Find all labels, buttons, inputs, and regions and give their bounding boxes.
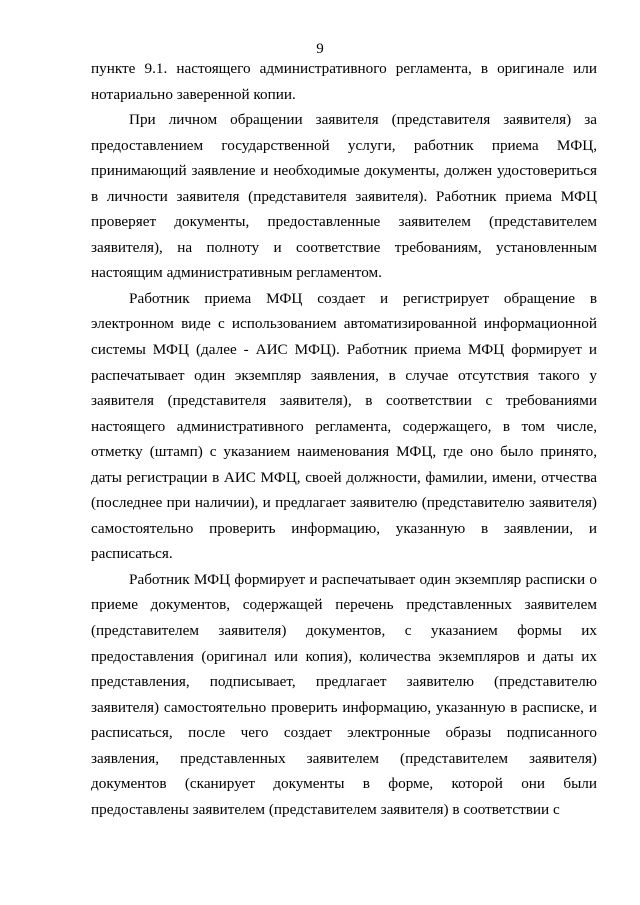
paragraph — [91, 107, 597, 286]
text-line: настоящим административным регламентом. — [91, 264, 382, 282]
text-line: предоставления (оригинал или копия), количества экземпляров и даты их — [91, 647, 597, 665]
text-line: Работник МФЦ формирует и распечатывает один экземпляр расписки о — [129, 570, 597, 588]
text-line: документов (сканирует документы в форме, которой они были — [91, 775, 597, 793]
text-line: в личности заявителя (представителя заявителя). Работник приема МФЦ — [91, 187, 597, 205]
text-line: пункте 9.1. настоящего административного регламента, в оригинале или — [91, 60, 597, 77]
text-line: даты регистрации в АИС МФЦ, своей должности, фамилии, имени, отчества — [91, 468, 597, 486]
paragraph — [91, 286, 597, 567]
text-line: распечатывает один экземпляр заявления, в случае отсутствия такого у — [91, 366, 597, 384]
text-line: настоящего административного регламента, содержащего, в том числе, — [91, 417, 597, 435]
text-line: представления, подписывает, предлагает заявителю (представителю — [91, 673, 597, 691]
text-line: (представителем заявителя) документов, с указанием формы их — [91, 622, 597, 640]
page-number: 9 — [316, 41, 324, 57]
text-line: системы МФЦ (далее - АИС МФЦ). Работник приема МФЦ формирует и — [91, 341, 597, 359]
text-line: самостоятельно проверить информацию, указанную в заявлении, и — [91, 519, 597, 537]
text-line: При личном обращении заявителя (представителя заявителя) за — [129, 111, 597, 129]
text-line: электронном виде с использованием автоматизированной информационной — [91, 315, 597, 333]
text-line: расписаться. — [91, 545, 173, 563]
text-line: проверяет документы, предоставленные заявителем (представителем — [91, 213, 597, 231]
text-line: отметку (штамп) с указанием наименования МФЦ, где оно было принято, — [91, 443, 597, 461]
paragraph — [91, 567, 597, 822]
text-line: расписаться, после чего создает электронные образы подписанного — [91, 724, 597, 742]
text-line: предоставлением государственной услуги, работник приема МФЦ, — [91, 136, 597, 154]
text-line: заявителя) самостоятельно проверить информацию, указанную в расписке, и — [91, 698, 597, 716]
text-line: принимающий заявление и необходимые документы, должен удостовериться — [91, 162, 597, 180]
text-line: заявителя), на полноту и соответствие требованиям, установленным — [91, 238, 597, 256]
text-line: нотариально заверенной копии. — [91, 85, 296, 103]
text-line: заявления, представленных заявителем (представителем заявителя) — [91, 749, 597, 767]
document-body — [91, 56, 597, 822]
text-line: Работник приема МФЦ создает и регистрирует обращение в — [129, 289, 597, 307]
text-line: (последнее при наличии), и предлагает заявителю (представителю заявителя) — [91, 494, 597, 512]
text-line: предоставлены заявителем (представителем заявителя) в соответствии с — [91, 800, 560, 818]
text-line: приеме документов, содержащей перечень представленных заявителем — [91, 596, 597, 614]
text-line: заявителя (представителя заявителя), в соответствии с требованиями — [91, 392, 597, 410]
paragraph — [91, 56, 597, 107]
